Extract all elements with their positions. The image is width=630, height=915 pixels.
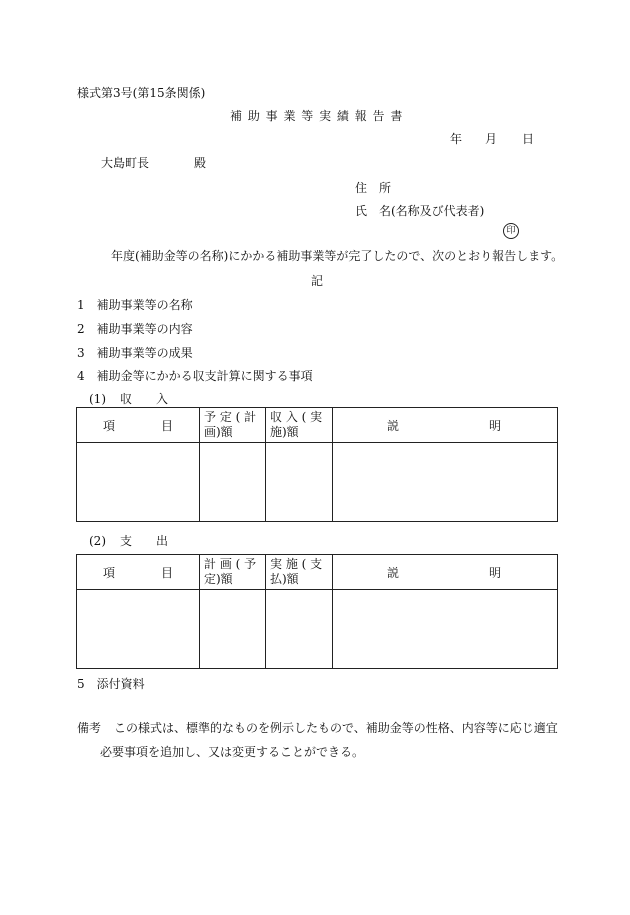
income-desc-cell[interactable]: [333, 443, 558, 522]
expense-heading: [89, 532, 168, 549]
income-col-planned: [200, 408, 266, 443]
income-heading: [89, 390, 168, 407]
addressee-name: 大島町長: [101, 156, 150, 170]
income-table: [76, 407, 558, 522]
item-label: 補助事業等の成果: [96, 346, 193, 360]
ki-heading: 記: [311, 274, 324, 288]
col-actual-text: 実 施 ( 支 払)額: [270, 557, 323, 586]
col-item-char-2: 目: [160, 418, 173, 433]
address-label: 住 所: [355, 181, 392, 195]
item-1: [77, 296, 193, 313]
col-planned-text: 計 画 ( 予 定)額: [204, 557, 257, 586]
col-item-char-2: 目: [160, 565, 173, 580]
item-number: 2: [77, 322, 85, 336]
name-label: 氏 名(名称及び代表者): [355, 204, 485, 218]
expense-body-row: [77, 590, 558, 669]
income-col-item: [77, 408, 200, 443]
expense-col-item: [77, 555, 200, 590]
seal-mark: 印: [503, 223, 519, 239]
item-5: [77, 675, 145, 692]
date-day: 日: [522, 132, 535, 146]
date-year: 年: [450, 132, 463, 146]
col-actual-text: 収 入 ( 実 施)額: [270, 410, 323, 439]
income-heading-num: (1): [89, 392, 106, 406]
col-desc-char-2: 明: [488, 418, 501, 433]
note-label: 備考: [77, 721, 102, 735]
income-body-row: [77, 443, 558, 522]
income-planned-cell[interactable]: [200, 443, 266, 522]
item-3: [77, 344, 193, 361]
item-label: 補助金等にかかる収支計算に関する事項: [96, 369, 313, 383]
item-number: 1: [77, 298, 85, 312]
item-4: [77, 367, 313, 384]
body-text: 年度(補助金等の名称)にかかる補助事業等が完了したので、次のとおり報告します。: [111, 249, 564, 263]
note-line-2: 必要事項を追加し、又は変更することができる。: [100, 745, 365, 759]
expense-actual-cell[interactable]: [266, 590, 333, 669]
income-col-actual: [266, 408, 333, 443]
item-number: 5: [77, 677, 85, 691]
income-actual-cell[interactable]: [266, 443, 333, 522]
item-number: 3: [77, 346, 85, 360]
item-label: 補助事業等の名称: [96, 298, 193, 312]
income-col-desc: [333, 408, 558, 443]
expense-desc-cell[interactable]: [333, 590, 558, 669]
col-desc-char-2: 明: [488, 565, 501, 580]
expense-table: [76, 554, 558, 669]
document-title: 補 助 事 業 等 実 績 報 告 書: [230, 109, 404, 123]
date-month: 月: [485, 132, 498, 146]
form-number: 様式第3号(第15条関係): [77, 86, 206, 100]
expense-item-cell[interactable]: [77, 590, 200, 669]
note-line-1: この様式は、標準的なものを例示したもので、補助金等の性格、内容等に応じ適宜: [114, 721, 558, 735]
expense-col-actual: [266, 555, 333, 590]
col-item-char-1: 項: [103, 418, 116, 433]
item-label: 補助事業等の内容: [96, 322, 193, 336]
item-2: [77, 320, 193, 337]
item-label: 添付資料: [96, 677, 145, 691]
addressee-honorific: 殿: [194, 156, 207, 170]
expense-heading-label: 支 出: [120, 534, 169, 548]
expense-col-planned: [200, 555, 266, 590]
expense-col-desc: [333, 555, 558, 590]
col-planned-text: 予 定 ( 計 画)額: [204, 410, 257, 439]
col-item-char-1: 項: [103, 565, 116, 580]
income-heading-label: 収 入: [120, 392, 169, 406]
income-item-cell[interactable]: [77, 443, 200, 522]
col-desc-char-1: 説: [387, 418, 400, 433]
expense-planned-cell[interactable]: [200, 590, 266, 669]
expense-heading-num: (2): [89, 534, 106, 548]
item-number: 4: [77, 369, 85, 383]
col-desc-char-1: 説: [387, 565, 400, 580]
